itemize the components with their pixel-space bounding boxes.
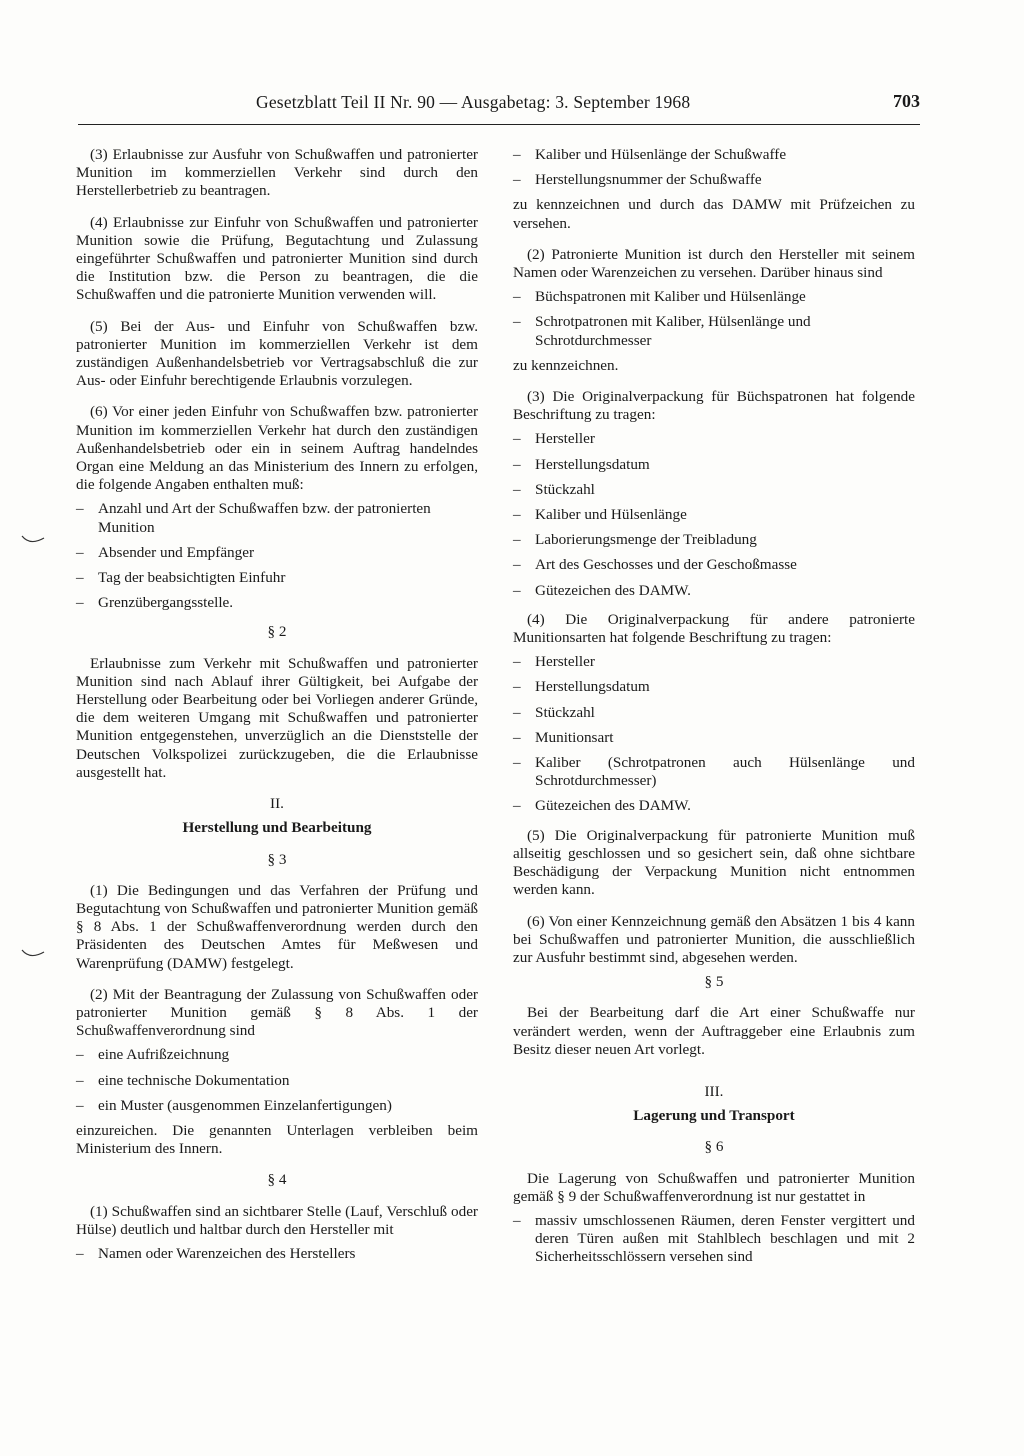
paragraph: (6) Vor einer jeden Einfuhr von Schußwaffen bzw. patronierter Munition im kommerziellen Verkehr hat durch den zuständigen Außenhandelsbetrieb oder ein in seinem Auftrag handelndes Organ eine Meldung an das Ministerium des Innern zu erfolgen, die folgende Angaben enthalten muß:: [76, 403, 478, 494]
list-item: – Schrotpatronen mit Kaliber, Hülsenlänge und Schrotdurchmesser: [513, 313, 811, 349]
paragraph: Erlaubnisse zum Verkehr mit Schußwaffen und patronierter Munition sind nach Ablauf ihrer Gültigkeit, bei Aufgabe der Herstellung oder Bearbeitung oder bei Vorliegen anderer Gründe, die dem weiteren Umgang mit Schußwaffen und patronierter Munition entgegenstehen, unverzüglich an die Dienststelle der Deutschen Volkspolizei zurückzugeben, die die Erlaubnisse ausgestellt hat.: [76, 654, 478, 781]
list-item: – Laborierungsmenge der Treibladung: [513, 531, 757, 549]
list-item: – Kaliber und Hülsenlänge: [513, 506, 687, 524]
right-column: [513, 146, 915, 1274]
list-item: – Stückzahl: [513, 703, 595, 721]
section-heading: § 5: [704, 973, 724, 991]
list-item: – eine Aufrißzeichnung: [76, 1046, 230, 1064]
paragraph: (4) Die Originalverpackung für andere patronierte Munitionsarten hat folgende Beschriftung zu tragen:: [513, 610, 915, 647]
section-heading: § 6: [704, 1138, 724, 1156]
list-item: – Herstellungsnummer der Schußwaffe: [513, 171, 762, 189]
paragraph: zu kennzeichnen und durch das DAMW mit Prüfzeichen zu versehen.: [513, 196, 915, 232]
list-item: – Büchspatronen mit Kaliber und Hülsenlänge: [513, 288, 806, 306]
part-number: II.: [270, 795, 284, 813]
list-item: – Stückzahl: [513, 480, 595, 498]
page-header: [78, 88, 920, 125]
list-item: – Hersteller: [513, 653, 595, 671]
list-item: – Absender und Empfänger: [76, 543, 255, 561]
margin-mark: [20, 532, 46, 546]
paragraph: (3) Erlaubnisse zur Ausfuhr von Schußwaffen und patronierter Munition im kommerziellen Verkehr sind durch den Herstellerbetrieb zu beantragen.: [76, 146, 478, 200]
list-item: – Hersteller: [513, 430, 595, 448]
list-item: – Munitionsart: [513, 728, 614, 746]
list-item: – Gütezeichen des DAMW.: [513, 797, 691, 815]
list-item: – Herstellungsdatum: [513, 678, 650, 696]
paragraph: (1) Schußwaffen sind an sichtbarer Stelle (Lauf, Verschluß oder Hülse) deutlich und haltbar durch den Hersteller mit: [76, 1202, 478, 1238]
list-item: – Kaliber (Schrotpatronen auch Hülsenlänge und Schrotdurchmesser): [513, 754, 915, 790]
list-item: – Gütezeichen des DAMW.: [513, 581, 691, 599]
paragraph: (2) Patronierte Munition ist durch den Hersteller mit seinem Namen oder Warenzeichen zu versehen. Darüber hinaus sind: [513, 245, 915, 282]
section-heading: § 3: [267, 850, 287, 868]
paragraph: (3) Die Originalverpackung für Büchspatronen hat folgende Beschriftung zu tragen:: [513, 388, 915, 424]
list-item: – eine technische Dokumentation: [76, 1071, 290, 1089]
part-title: Lagerung und Transport: [633, 1107, 795, 1125]
paragraph: (6) Von einer Kennzeichnung gemäß den Absätzen 1 bis 4 kann bei Schußwaffen und patronierter Munition, die ausschließlich zur Ausfuhr bestimmt sind, abgesehen werden.: [513, 912, 915, 966]
paragraph: Bei der Bearbeitung darf die Art einer Schußwaffe nur verändert werden, wenn der Auftraggeber eine Erlaubnis zum Besitz dieser neuen Art vorlegt.: [513, 1004, 915, 1058]
margin-mark: [20, 946, 46, 960]
paragraph: (5) Die Originalverpackung für patronierte Munition muß allseitig geschlossen und so gesichert sein, daß ohne sichtbare Beschädigung der Verpackung Munition nicht entnommen werden kann.: [513, 826, 915, 899]
paragraph: (4) Erlaubnisse zur Einfuhr von Schußwaffen und patronierter Munition sowie die Prüfung, Begutachtung und Zulassung eingeführter Schußwaffen und patronierter Munition sind durch die Institution bzw. die Person zu beantragen, die die Schußwaffen und die patronierte Munition verwenden will.: [76, 213, 478, 304]
left-column: [76, 146, 478, 1270]
gazette-title: Gesetzblatt Teil II Nr. 90 — Ausgabetag: 3. September 1968: [256, 92, 691, 112]
list-item: – Art des Geschosses und der Geschoßmasse: [513, 556, 797, 574]
section-heading: § 2: [267, 623, 287, 641]
list-item: – Kaliber und Hülsenlänge der Schußwaffe: [513, 146, 787, 163]
section-heading: § 4: [267, 1171, 287, 1189]
list-item: – ein Muster (ausgenommen Einzelanfertigungen): [76, 1096, 392, 1114]
paragraph: (1) Die Bedingungen und das Verfahren der Prüfung und Begutachtung von Schußwaffen und patronierter Munition gemäß § 8 Abs. 1 der Schußwaffenverordnung werden durch den Präsidenten des Deutschen Amtes für Meßwesen und Warenprüfung (DAMW) festgelegt.: [76, 881, 478, 972]
part-number: III.: [704, 1082, 724, 1100]
list-item: – Namen oder Warenzeichen des Herstellers: [76, 1244, 356, 1262]
part-title: Herstellung und Bearbeitung: [182, 819, 372, 837]
paragraph: Die Lagerung von Schußwaffen und patronierter Munition gemäß § 9 der Schußwaffenverordnung ist nur gestattet in: [513, 1169, 915, 1205]
list-item: – Anzahl und Art der Schußwaffen bzw. der patronierten Munition: [76, 500, 431, 536]
list-item: – massiv umschlossenen Räumen, deren Fenster vergittert und deren Türen außen mit Stahlblech beschlagen und mit 2 Sicherheitsschlössern versehen sind: [513, 1211, 915, 1266]
list-item: – Grenzübergangsstelle.: [76, 594, 234, 612]
paragraph: (2) Mit der Beantragung der Zulassung von Schußwaffen oder patronierter Munition gemäß § 8 Abs. 1 der Schußwaffenverordnung sind: [76, 985, 478, 1040]
paragraph: zu kennzeichnen.: [513, 356, 619, 374]
page-number: 703: [893, 91, 920, 111]
paragraph: einzureichen. Die genannten Unterlagen verbleiben beim Ministerium des Innern.: [76, 1121, 478, 1158]
list-item: – Tag der beabsichtigten Einfuhr: [76, 569, 286, 587]
paragraph: (5) Bei der Aus- und Einfuhr von Schußwaffen bzw. patronierter Munition im kommerziellen Verkehr ist dem zuständigen Außenhandelsbetrieb vor Vertragsabschluß die zur Aus- oder Einfuhr berechtigende Erlaubnis vorzulegen.: [76, 317, 478, 390]
list-item: – Herstellungsdatum: [513, 455, 650, 473]
